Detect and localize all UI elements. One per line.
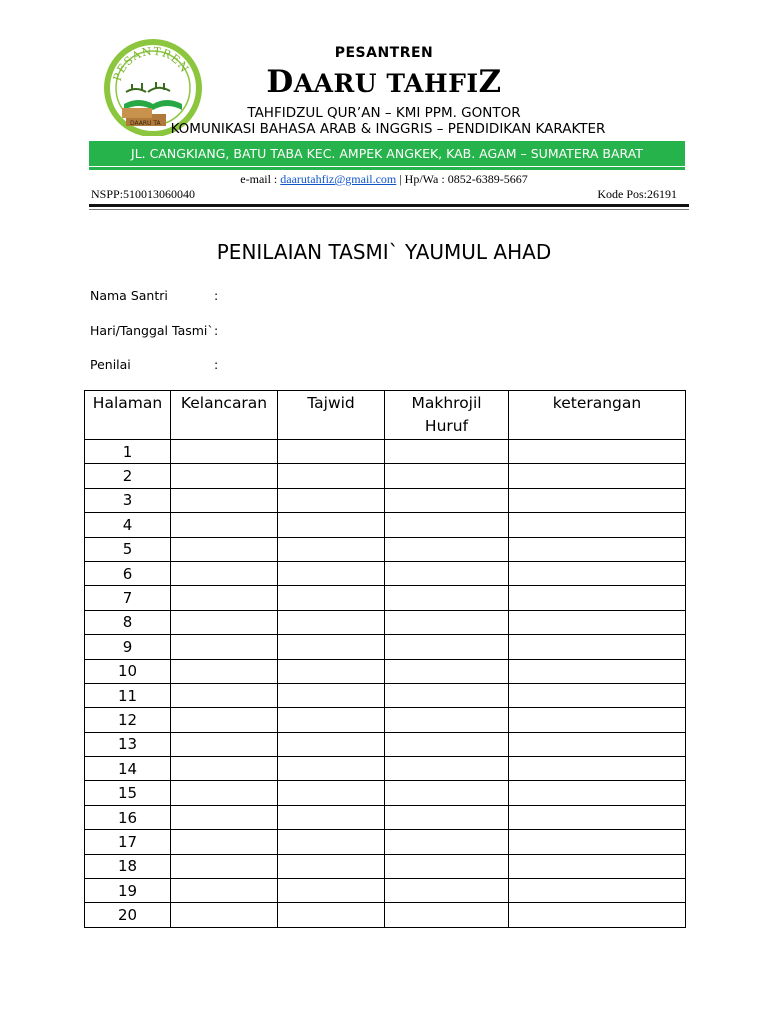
page-number-cell: 14 [85,757,171,781]
letterhead-tagline-1: TAHFIDZUL QUR’AN – KMI PPM. GONTOR [247,105,521,121]
makhrojil-huruf-cell[interactable] [385,488,509,512]
table-body [85,440,686,928]
table-row [85,635,686,659]
keterangan-cell[interactable] [509,537,686,561]
name-part-1: AARU [293,69,387,98]
kelancaran-cell[interactable] [171,440,278,464]
field-colon: : [214,357,219,372]
tajwid-cell[interactable] [278,732,385,756]
kelancaran-cell[interactable] [171,683,278,707]
tajwid-cell[interactable] [278,708,385,732]
kelancaran-cell[interactable] [171,781,278,805]
page-number-cell: 4 [85,513,171,537]
kelancaran-cell[interactable] [171,537,278,561]
makhrojil-huruf-cell[interactable] [385,586,509,610]
keterangan-cell[interactable] [509,903,686,927]
makhrojil-huruf-cell[interactable] [385,708,509,732]
makhrojil-huruf-cell[interactable] [385,440,509,464]
table-row [85,464,686,488]
keterangan-cell[interactable] [509,610,686,634]
makhrojil-huruf-cell[interactable] [385,732,509,756]
field-penilai [90,357,218,372]
kelancaran-cell[interactable] [171,659,278,683]
field-label: Hari/Tanggal Tasmi` [90,323,214,338]
header-makhrojil-huruf [385,391,509,440]
page-number-cell: 9 [85,635,171,659]
name-part-2: TAHFI [386,69,479,98]
table-row [85,659,686,683]
keterangan-cell[interactable] [509,464,686,488]
postal-code: Kode Pos:26191 [597,187,677,201]
tajwid-cell[interactable] [278,464,385,488]
tajwid-cell[interactable] [278,488,385,512]
letterhead-divider-thin [89,209,689,210]
table-row [85,610,686,634]
address-bar-underline [89,167,685,170]
email-link[interactable]: daarutahfiz@gmail.com [280,172,397,186]
letterhead-divider [89,204,689,207]
table-row [85,732,686,756]
contact-line [0,172,768,187]
table-header-row [85,391,686,440]
tajwid-cell[interactable] [278,635,385,659]
kelancaran-cell[interactable] [171,805,278,829]
tajwid-cell[interactable] [278,854,385,878]
keterangan-cell[interactable] [509,561,686,585]
kelancaran-cell[interactable] [171,610,278,634]
table-row [85,903,686,927]
table-row [85,586,686,610]
table-row [85,537,686,561]
keterangan-cell[interactable] [509,513,686,537]
tajwid-cell[interactable] [278,586,385,610]
page-number-cell: 7 [85,586,171,610]
header-halaman: Halaman [85,391,171,440]
address-bar: JL. CANGKIANG, BATU TABA KEC. AMPEK ANGKEK, KAB. AGAM – SUMATERA BARAT [89,141,685,166]
table-row [85,854,686,878]
table-row [85,805,686,829]
page-number-cell: 6 [85,561,171,585]
table-row [85,561,686,585]
page-number-cell: 3 [85,488,171,512]
tajwid-cell[interactable] [278,757,385,781]
keterangan-cell[interactable] [509,781,686,805]
tajwid-cell[interactable] [278,440,385,464]
email-label: e-mail : [240,172,281,186]
table-row [85,513,686,537]
page-number-cell: 16 [85,805,171,829]
page-number-cell: 12 [85,708,171,732]
kelancaran-cell[interactable] [171,903,278,927]
kelancaran-cell[interactable] [171,464,278,488]
page-number-cell: 19 [85,879,171,903]
tajwid-cell[interactable] [278,903,385,927]
letterhead-school-name [0,64,768,100]
page-number-cell: 15 [85,781,171,805]
makhrojil-huruf-cell[interactable] [385,635,509,659]
keterangan-cell[interactable] [509,854,686,878]
table-row [85,440,686,464]
tajwid-cell[interactable] [278,513,385,537]
tajwid-cell[interactable] [278,659,385,683]
name-final-letter: Z [478,64,502,100]
makhrojil-huruf-cell[interactable] [385,513,509,537]
field-hari-tanggal [90,323,218,338]
page-number-cell: 17 [85,830,171,854]
table-row [85,708,686,732]
kelancaran-cell[interactable] [171,635,278,659]
table-row [85,683,686,707]
svg-text:PESANTREN: PESANTREN [110,44,192,83]
makhrojil-huruf-cell[interactable] [385,464,509,488]
page-number-cell: 20 [85,903,171,927]
page-number-cell: 2 [85,464,171,488]
header-tajwid: Tajwid [278,391,385,440]
keterangan-cell[interactable] [509,586,686,610]
makhrojil-huruf-cell[interactable] [385,879,509,903]
kelancaran-cell[interactable] [171,732,278,756]
keterangan-cell[interactable] [509,635,686,659]
svg-text:DAARU TA: DAARU TA [130,120,161,127]
letterhead-tagline-2: KOMUNIKASI BAHASA ARAB & INGGRIS – PENDIDIKAN KARAKTER [170,121,606,137]
keterangan-cell[interactable] [509,708,686,732]
keterangan-cell[interactable] [509,683,686,707]
makhrojil-huruf-cell[interactable] [385,805,509,829]
tajwid-cell[interactable] [278,561,385,585]
keterangan-cell[interactable] [509,659,686,683]
makhrojil-huruf-cell[interactable] [385,561,509,585]
kelancaran-cell[interactable] [171,488,278,512]
kelancaran-cell[interactable] [171,879,278,903]
page-number-cell: 5 [85,537,171,561]
name-initial: D [266,64,294,100]
keterangan-cell[interactable] [509,732,686,756]
keterangan-cell[interactable] [509,805,686,829]
keterangan-cell[interactable] [509,757,686,781]
tajwid-cell[interactable] [278,805,385,829]
table-row [85,757,686,781]
tajwid-cell[interactable] [278,537,385,561]
makhrojil-huruf-cell[interactable] [385,659,509,683]
field-colon: : [214,288,219,303]
field-colon: : [214,323,219,338]
page-number-cell: 1 [85,440,171,464]
kelancaran-cell[interactable] [171,830,278,854]
tajwid-cell[interactable] [278,610,385,634]
table-row [85,488,686,512]
table-row [85,879,686,903]
kelancaran-cell[interactable] [171,757,278,781]
header-keterangan: keterangan [509,391,686,440]
field-label: Nama Santri [90,288,168,303]
field-nama-santri [90,288,218,303]
keterangan-cell[interactable] [509,488,686,512]
page-number-cell: 11 [85,683,171,707]
tajwid-cell[interactable] [278,781,385,805]
makhrojil-huruf-cell[interactable] [385,903,509,927]
table-row [85,830,686,854]
header-makhrojil-huruf-text: Makhrojil Huruf [411,394,482,435]
kelancaran-cell[interactable] [171,708,278,732]
tajwid-cell[interactable] [278,879,385,903]
kelancaran-cell[interactable] [171,586,278,610]
header-kelancaran: Kelancaran [171,391,278,440]
nspp-number: NSPP:510013060040 [91,187,196,201]
kelancaran-cell[interactable] [171,513,278,537]
kelancaran-cell[interactable] [171,561,278,585]
makhrojil-huruf-cell[interactable] [385,854,509,878]
makhrojil-huruf-cell[interactable] [385,830,509,854]
makhrojil-huruf-cell[interactable] [385,683,509,707]
page-number-cell: 13 [85,732,171,756]
makhrojil-huruf-cell[interactable] [385,537,509,561]
form-title: PENILAIAN TASMI` YAUMUL AHAD [216,240,552,264]
makhrojil-huruf-cell[interactable] [385,781,509,805]
phone-text: | Hp/Wa : 0852-6389-5667 [396,172,528,186]
page-number-cell: 10 [85,659,171,683]
tajwid-cell[interactable] [278,830,385,854]
makhrojil-huruf-cell[interactable] [385,610,509,634]
table-row [85,781,686,805]
page-number-cell: 18 [85,854,171,878]
keterangan-cell[interactable] [509,440,686,464]
keterangan-cell[interactable] [509,830,686,854]
letterhead-pesantren: PESANTREN [334,45,434,61]
page-number-cell: 8 [85,610,171,634]
makhrojil-huruf-cell[interactable] [385,757,509,781]
grading-table [84,390,686,928]
tajwid-cell[interactable] [278,683,385,707]
field-label: Penilai [90,357,131,372]
keterangan-cell[interactable] [509,879,686,903]
kelancaran-cell[interactable] [171,854,278,878]
